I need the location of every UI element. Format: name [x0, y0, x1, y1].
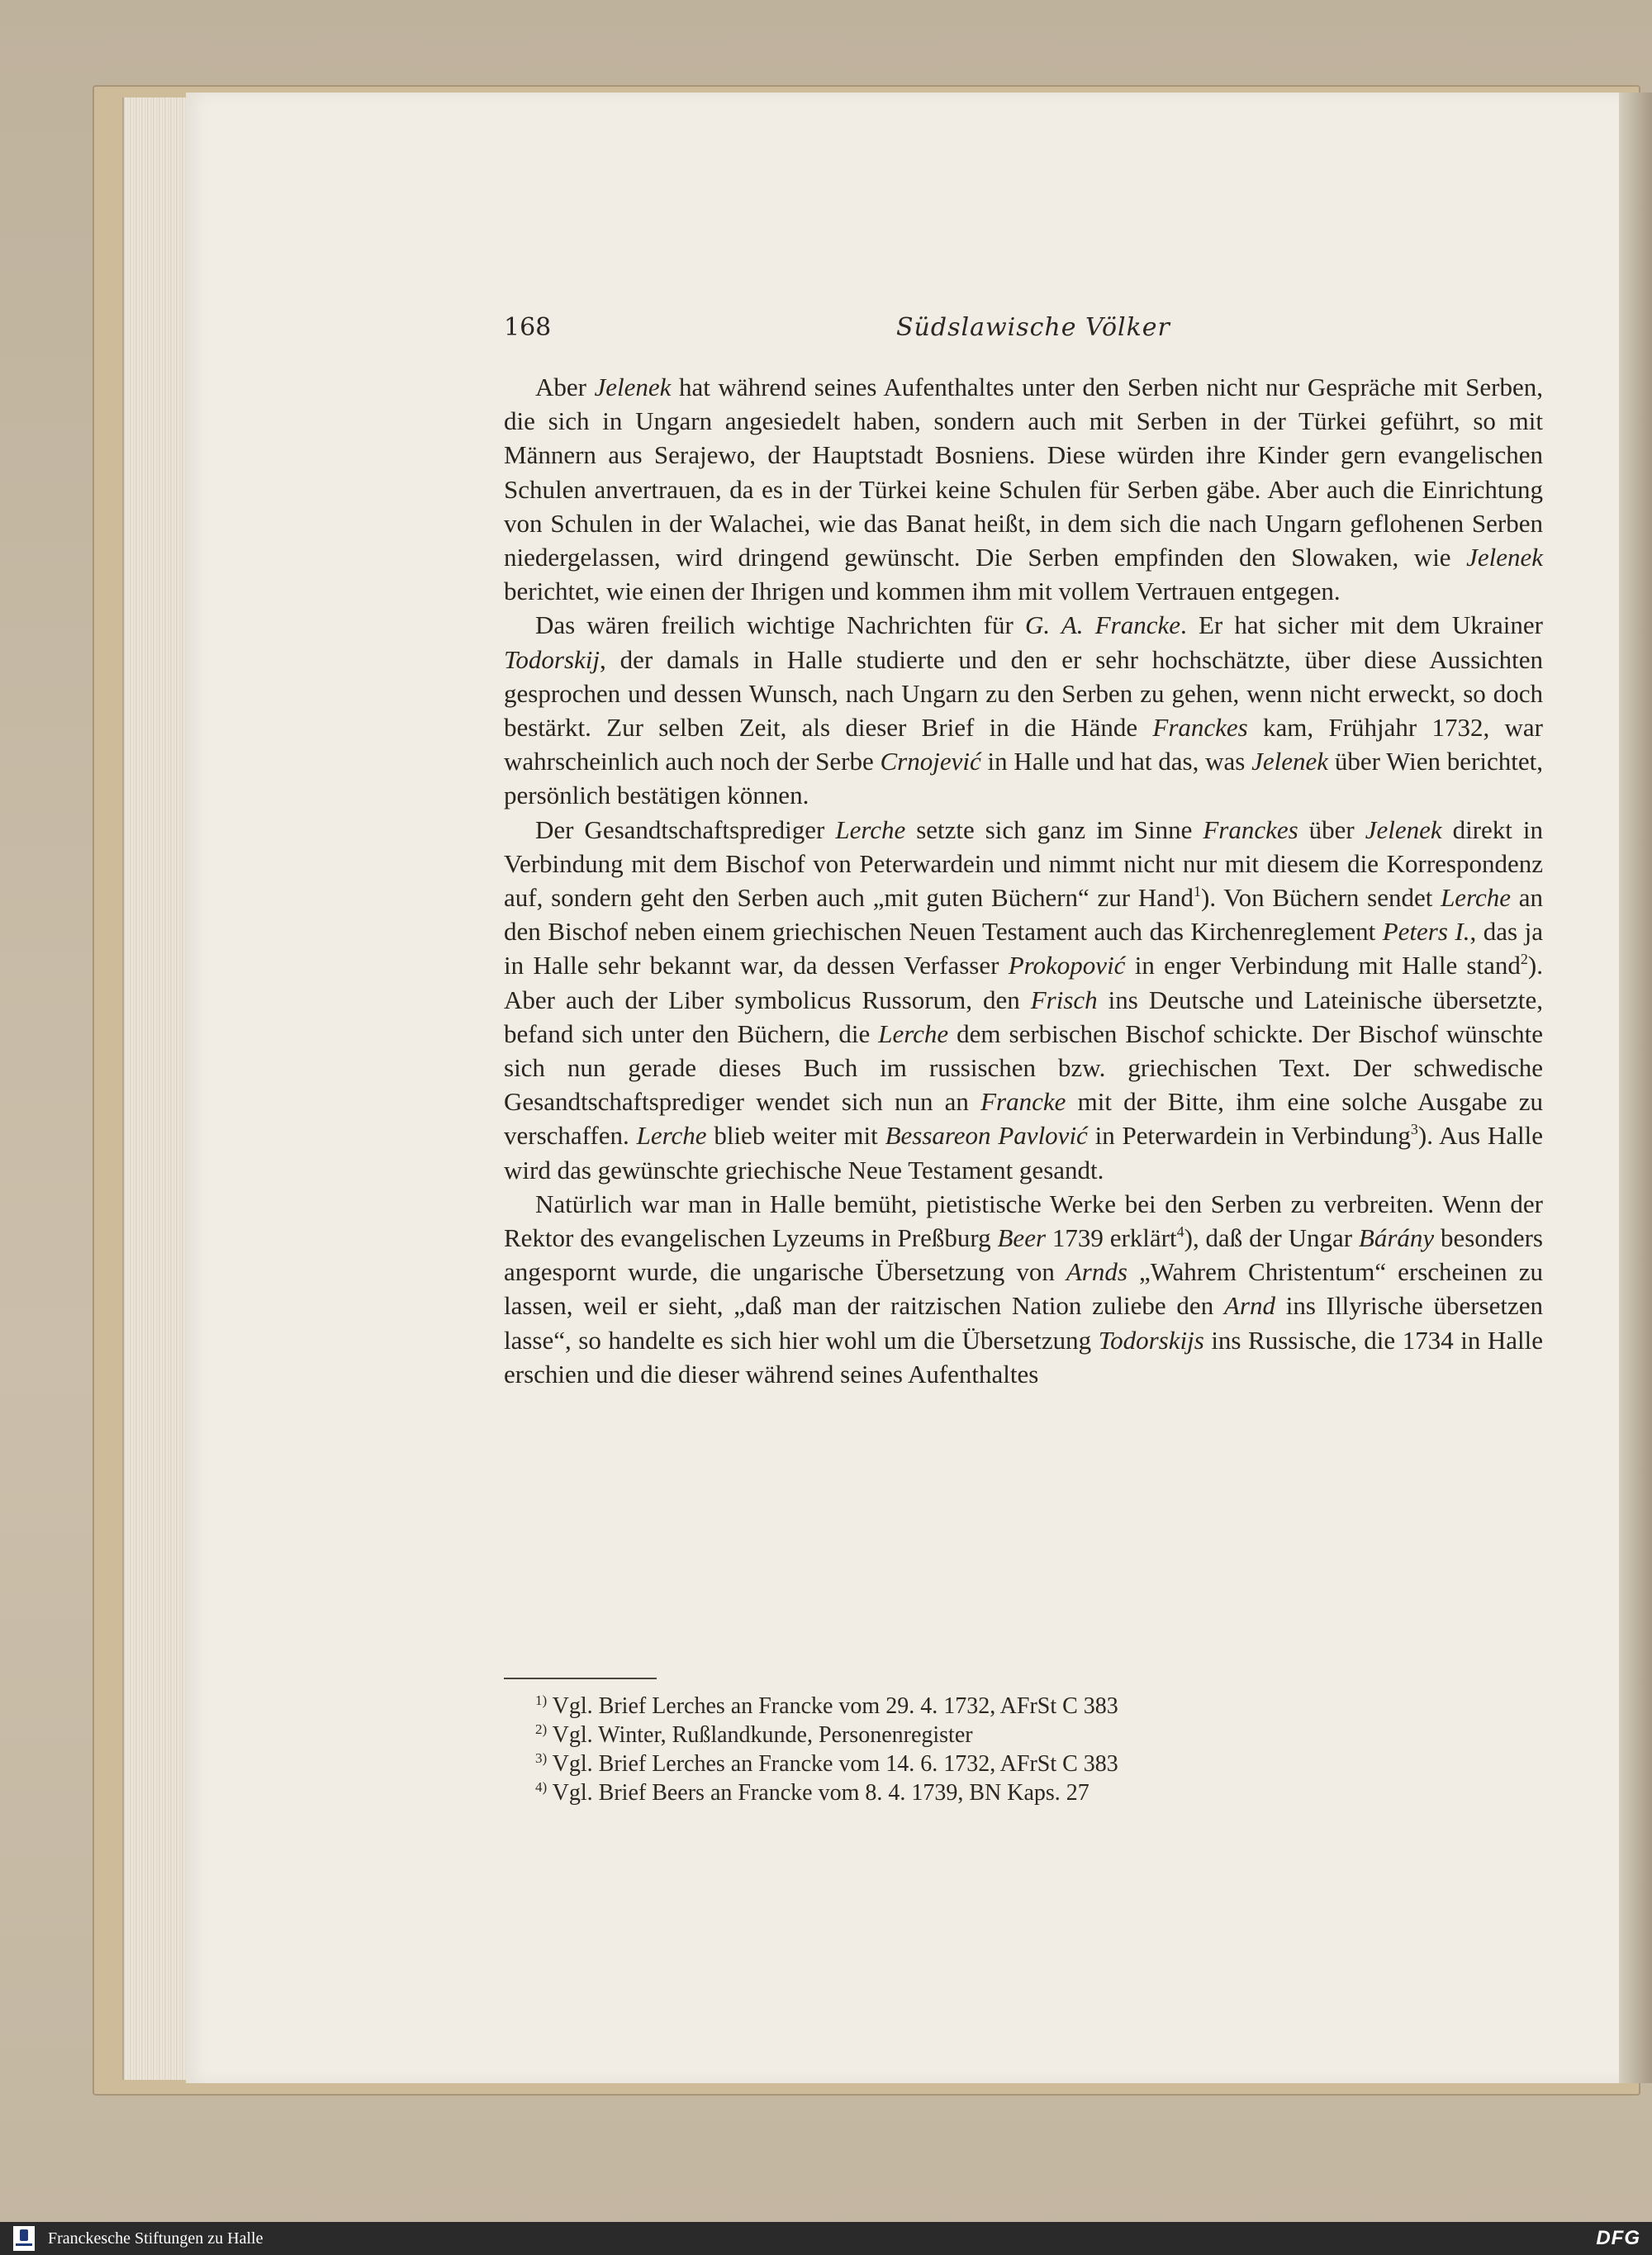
text-run: über	[1298, 814, 1365, 844]
italic-name: Lerche	[835, 814, 906, 844]
footnote	[535, 1721, 1526, 1749]
footnote-divider	[504, 1678, 657, 1679]
footnote-ref: 1	[1194, 883, 1202, 900]
viewer-footer	[0, 2222, 1652, 2255]
page-edges	[122, 97, 190, 2080]
dfg-logo: DFG	[1596, 2227, 1640, 2249]
footnote	[535, 1749, 1526, 1778]
footnote-mark: 4	[535, 1779, 543, 1795]
footnote-paren: )	[542, 1779, 548, 1795]
footnote	[535, 1778, 1526, 1807]
text-run: direkt in Verbindung mit dem Bischof von Peterwardein und nimmt nicht nur mit diesem die Korrespondenz auf, sondern geht den Serben auch „mit guten Büchern“ zur Hand	[504, 814, 1543, 913]
footnotes	[535, 1692, 1526, 1807]
institution-logo-icon	[13, 2226, 35, 2251]
italic-name: Franckes	[1203, 814, 1298, 844]
italic-name: G. A. Francke	[1025, 610, 1180, 640]
footnote-text: Vgl. Winter, Rußlandkunde, Personenregister	[552, 1722, 973, 1748]
footnote-mark: 1	[535, 1692, 543, 1708]
italic-name: Bárány	[1358, 1223, 1435, 1253]
text-run: Das wären freilich wichtige Nachrichten für	[535, 610, 1026, 640]
paragraph	[504, 608, 1543, 812]
italic-name: Franckes	[1152, 713, 1248, 743]
text-run: . Er hat sicher mit dem Ukrainer	[1180, 610, 1544, 640]
text-run: dem serbischen Bischof schickte. Der Bischof wünschte sich nun gerade dieses Buch im russischen bzw. griechischen Text. Der schwedische Gesandtschaftsprediger wendet sich nun an	[504, 1018, 1543, 1117]
footnote-mark: 3	[535, 1750, 543, 1766]
text-run: ins Illyrische übersetzen lasse“, so handelte es sich hier wohl um die Übersetzung	[504, 1291, 1544, 1355]
text-run: berichtet, wie einen der Ihrigen und kommen ihm mit vollem Vertrauen entgegen.	[504, 577, 1341, 606]
text-run: über Wien berichtet, persönlich bestätigen können.	[504, 747, 1543, 810]
text-run: ), daß der Ungar	[1184, 1223, 1359, 1253]
text-run: in Halle und hat das, was	[980, 747, 1252, 776]
text-run: an den Bischof neben einem griechischen Neuen Testament auch das Kirchenreglement	[504, 883, 1543, 947]
institution-label: Franckesche Stiftungen zu Halle	[48, 2229, 263, 2248]
footnote	[535, 1692, 1526, 1721]
text-run: ). Aus Halle wird das gewünschte griechische Neue Testament gesandt.	[504, 1121, 1543, 1184]
book-gutter	[1619, 93, 1652, 2083]
italic-name: Jelenek	[594, 373, 672, 401]
text-run: in enger Verbindung mit Halle stand	[1125, 951, 1521, 980]
italic-name: Francke	[980, 1087, 1066, 1117]
italic-name: Jelenek	[1365, 814, 1442, 844]
italic-name: Arnd	[1223, 1291, 1275, 1321]
italic-name: Bessareon Pavlović	[885, 1121, 1088, 1151]
footnote-ref: 2	[1520, 951, 1528, 968]
italic-name: Lerche	[636, 1121, 707, 1151]
italic-name: Jelenek	[1251, 747, 1329, 776]
italic-name: Todorskijs	[1098, 1325, 1204, 1355]
text-run: blieb weiter mit	[706, 1121, 885, 1151]
text-run: Natürlich war man in Halle bemüht, pietistische Werke bei den Serben zu verbreiten. Wenn der Rektor des evangelischen Lyzeums in Preßburg	[504, 1189, 1543, 1253]
italic-name: Prokopović	[1008, 951, 1126, 980]
text-run: , der damals in Halle studierte und den er sehr hochschätzte, über diese Aussichten gesprochen und dessen Wunsch, nach Ungarn zu den Serben zu gehen, wenn nicht erweckt, so doch bestärkt. Zur selben Zeit, als dieser Brief in die Hände	[504, 644, 1543, 743]
paragraph	[504, 1187, 1543, 1391]
italic-name: Frisch	[1030, 985, 1098, 1014]
text-run: Der Gesandtschaftsprediger	[535, 814, 836, 844]
text-run: kam, Frühjahr 1732, war wahrscheinlich auch noch der Serbe	[504, 713, 1543, 776]
footnote-text: Vgl. Brief Lerches an Francke vom 29. 4. 1732, AFrSt C 383	[552, 1693, 1118, 1719]
footnote-paren: )	[542, 1750, 548, 1766]
text-run: ). Aber auch der Liber symbolicus Russorum, den	[504, 951, 1543, 1014]
italic-name: Peters I.	[1382, 917, 1470, 947]
italic-name: Beer	[997, 1223, 1047, 1253]
footnote-mark: 2	[535, 1721, 543, 1737]
text-run: mit der Bitte, ihm eine solche Ausgabe zu verschaffen.	[504, 1087, 1543, 1151]
paragraph	[504, 813, 1543, 1187]
text-run: 1739 erklärt	[1046, 1223, 1177, 1253]
footnote-ref: 3	[1410, 1121, 1418, 1138]
text-run: in Peterwardein in Verbindung	[1087, 1121, 1411, 1151]
footnote-paren: )	[542, 1692, 548, 1708]
body-text	[504, 370, 1543, 1391]
italic-name: Crnojević	[880, 747, 981, 776]
page-number: 168	[504, 313, 552, 342]
text-run: , das ja in Halle sehr bekannt war, da dessen Verfasser	[504, 917, 1543, 980]
italic-name: Lerche	[1441, 883, 1511, 913]
text-run: besonders angespornt wurde, die ungarische Übersetzung von	[504, 1223, 1543, 1287]
text-run: ). Von Büchern sendet	[1201, 883, 1441, 913]
footnote-text: Vgl. Brief Lerches an Francke vom 14. 6. 1732, AFrSt C 383	[552, 1751, 1118, 1777]
text-run: Aber	[535, 373, 595, 401]
text-run: setzte sich ganz im Sinne	[905, 814, 1203, 844]
text-run: ins Deutsche und Lateinische übersetzte, befand sich unter den Büchern, die	[504, 985, 1543, 1048]
text-run: ins Russische, die 1734 in Halle erschien und die dieser während seines Aufenthaltes	[504, 1325, 1543, 1389]
footnote-text: Vgl. Brief Beers an Francke vom 8. 4. 1739, BN Kaps. 27	[552, 1780, 1089, 1806]
italic-name: Arnds	[1066, 1257, 1127, 1287]
italic-name: Jelenek	[1466, 543, 1543, 572]
running-title: Südslawische Völker	[896, 313, 1170, 342]
text-run: „Wahrem Christentum“ erscheinen zu lassen, weil er sieht, „daß man der raitzischen Nation zuliebe den	[504, 1257, 1543, 1321]
footnote-ref: 4	[1176, 1223, 1184, 1241]
footnote-paren: )	[542, 1721, 548, 1737]
italic-name: Lerche	[878, 1018, 949, 1048]
text-run: hat während seines Aufenthaltes unter den Serben nicht nur Gespräche mit Serben, die sich in Ungarn angesiedelt haben, sondern auch mit Serben in der Türkei geführt, so mit Männern aus Serajewo, der Hauptstadt Bosniens. Diese würden ihre Kinder gern evangelischen Schulen anvertrauen, da es in der Türkei keine Schulen für Serben gäbe. Aber auch die Einrichtung von Schulen in der Walachei, wie das Banat heißt, in dem sich die nach Ungarn geflohenen Serben niedergelassen, wird dringend gewünscht. Die Serben empfinden den Slowaken, wie	[504, 373, 1543, 572]
paragraph	[504, 370, 1543, 608]
italic-name: Todorskij	[504, 644, 601, 674]
